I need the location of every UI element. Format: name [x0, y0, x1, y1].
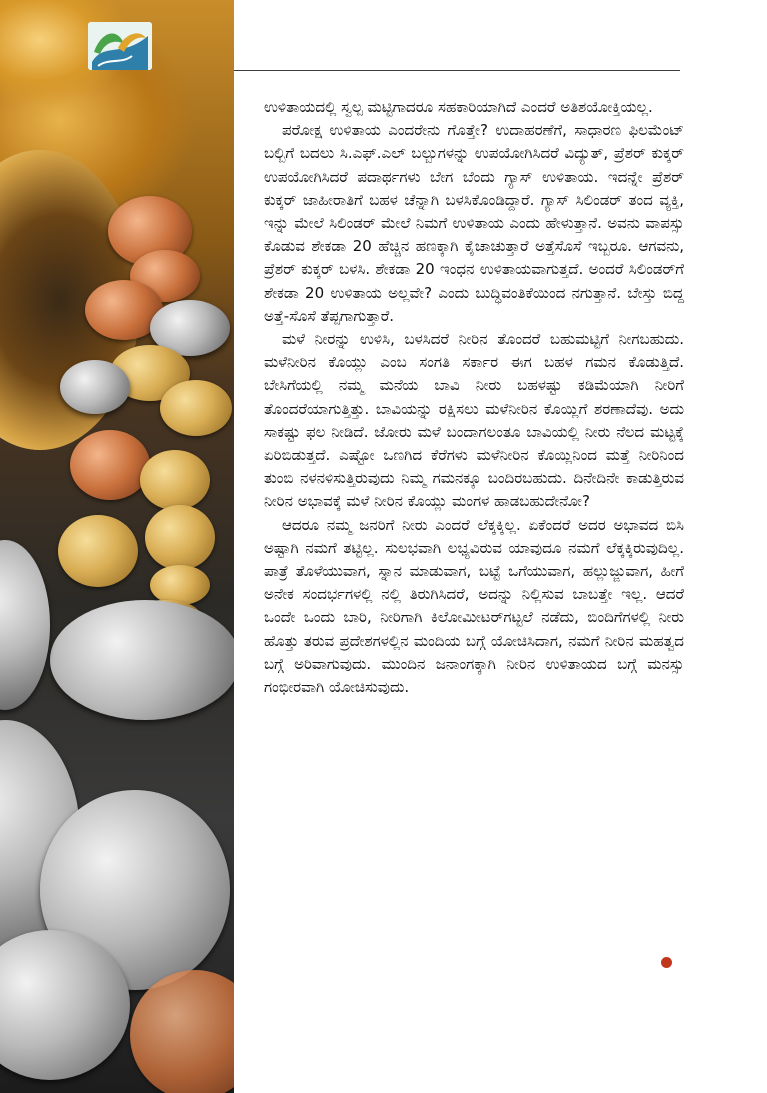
article-paragraph: ಆದರೂ ನಮ್ಮ ಜನರಿಗೆ ನೀರು ಎಂದರೆ ಲೆಕ್ಕಕ್ಕಿಲ್ಲ. ಏಕೆಂದರೆ ಅದರ ಅಭಾವದ ಬಿಸಿ ಅಷ್ಟಾಗಿ ನಮಗೆ ತಟ್ಟಿಲ್ಲ. ಸುಲಭವಾಗಿ ಲಭ್ಯವಿರುವ ಯಾವುದೂ ನಮಗೆ ಲೆಕ್ಕಕ್ಕಿರುವುದಿಲ್ಲ. ಪಾತ್ರೆ ತೊಳೆಯುವಾಗ, ಸ್ನಾನ ಮಾಡುವಾಗ, ಬಟ್ಟೆ ಒಗೆಯುವಾಗ, ಹಲ್ಲುಜ್ಜುವಾಗ, ಹೀಗೆ ಅನೇಕ ಸಂದರ್ಭಗಳಲ್ಲಿ ನಲ್ಲಿ ತಿರುಗಿಸಿದರೆ, ಅದನ್ನು ನಿಲ್ಲಿಸುವ ಬಾಬತ್ತೇ ಇಲ್ಲ. ಆದರೆ ಒಂದೇ ಒಂದು ಬಾರಿ, ನೀರಿಗಾಗಿ ಕಿಲೋಮೀಟರ್‌ಗಟ್ಟಲೆ ನಡೆದು, ಬಿಂದಿಗೆಗಳಲ್ಲಿ ನೀರು ಹೊತ್ತು ತರುವ ಪ್ರದೇಶಗಳಲ್ಲಿನ ಮಂದಿಯ ಬಗ್ಗೆ ಯೋಚಿಸಿದಾಗ, ನಮಗೆ ನೀರಿನ ಮಹತ್ವದ ಬಗ್ಗೆ ಅರಿವಾಗುವುದು. ಮುಂದಿನ ಜನಾಂಗಕ್ಕಾಗಿ ನೀರಿನ ಉಳಿತಾಯದ ಬಗ್ಗೆ ಮನಸ್ಸು ಗಂಭೀರವಾಗಿ ಯೋಚಿಸುವುದು.: [264, 515, 684, 697]
article-paragraph: ಮಳೆ ನೀರನ್ನು ಉಳಿಸಿ, ಬಳಸಿದರೆ ನೀರಿನ ತೊಂದರೆ ಬಹುಮಟ್ಟಿಗೆ ನೀಗಬಹುದು. ಮಳೆನೀರಿನ ಕೊಯ್ಲು ಎಂಬ ಸಂಗತಿ ಸರ್ಕಾರ ಈಗ ಬಹಳ ಗಮನ ಕೊಡುತ್ತಿದೆ. ಬೇಸಿಗೆಯಲ್ಲಿ ನಮ್ಮ ಮನೆಯ ಬಾವಿ ನೀರು ಬಹಳಷ್ಟು ಕಡಿಮೆಯಾಗಿ ನೀರಿಗೆ ತೊಂದರೆಯಾಗುತ್ತಿತ್ತು. ಬಾವಿಯನ್ನು ರಕ್ಷಿಸಲು ಮಳೆನೀರಿನ ಕೊಯ್ಲಿಗೆ ಶರಣಾದೆವು. ಅದು ಸಾಕಷ್ಟು ಫಲ ನೀಡಿದೆ. ಜೋರು ಮಳೆ ಬಂದಾಗಲಂತೂ ಬಾವಿಯಲ್ಲಿ ನೀರು ನೆಲದ ಮಟ್ಟಕ್ಕೆ ಏರಿಬಿಡುತ್ತದೆ. ಎಷ್ಟೋ ಒಣಗಿದ ಕೆರೆಗಳು ಮಳೆನೀರಿನ ಕೊಯ್ಲಿನಿಂದ ಮತ್ತೆ ನೀರಿನಿಂದ ತುಂಬಿ ನಳನಳಿಸುತ್ತಿರುವುದು ನಿಮ್ಮ ಗಮನಕ್ಕೂ ಬಂದಿರಬಹುದು. ದಿನೇದಿನೇ ಕಾಡುತ್ತಿರುವ ನೀರಿನ ಅಭಾವಕ್ಕೆ ಮಳೆ ನೀರಿನ ಕೊಯ್ಲು ಮಂಗಳ ಹಾಡಬಹುದೇನೋ?: [264, 330, 684, 511]
coin: [58, 515, 138, 587]
article-body: [264, 96, 684, 699]
article-paragraph: ಉಳಿತಾಯದಲ್ಲಿ ಸ್ವಲ್ಪ ಮಟ್ಟಿಗಾದರೂ ಸಹಕಾರಿಯಾಗಿದೆ ಎಂದರೆ ಅತಿಶಯೋಕ್ತಿಯಲ್ಲ.: [264, 98, 653, 116]
end-of-article-dot: [661, 957, 672, 968]
article-paragraph: ಪರೋಕ್ಷ ಉಳಿತಾಯ ಎಂದರೇನು ಗೊತ್ತೇ? ಉದಾಹರಣೆಗೆ, ಸಾಧಾರಣ ಫಿಲಮೆಂಟ್ ಬಲ್ಬಿಗೆ ಬದಲು ಸಿ.ಎಫ್.ಎಲ್ ಬಲ್ಬುಗಳನ್ನು ಉಪಯೋಗಿಸಿದರೆ ವಿದ್ಯುತ್, ಪ್ರೆಶರ್ ಕುಕ್ಕರ್ ಉಪಯೋಗಿಸಿದರೆ ಪದಾರ್ಥಗಳು ಬೇಗ ಬೆಂದು ಗ್ಯಾಸ್ ಉಳಿತಾಯ. ಇದನ್ನೇ ಪ್ರೆಶರ್ ಕುಕ್ಕರ್ ಜಾಹೀರಾತಿಗೆ ಬಹಳ ಚೆನ್ನಾಗಿ ಬಳಸಿಕೊಂಡಿದ್ದಾರೆ. ಗ್ಯಾಸ್ ಸಿಲಿಂಡರ್ ತಂದ ವ್ಯಕ್ತಿ, ಇನ್ನು ಮೇಲೆ ಸಿಲಿಂಡರ್ ಮೇಲೆ ನಿಮಗೆ ಉಳಿತಾಯ ಎಂದು ಹೇಳುತ್ತಾನೆ. ಅವನು ವಾಪಸ್ಸು ಕೊಡುವ ಶೇಕಡಾ 20 ಹೆಚ್ಚಿನ ಹಣಕ್ಕಾಗಿ ಕೈಚಾಚುತ್ತಾರೆ ಅತ್ತೆಸೊಸೆ ಇಬ್ಬರೂ. ಆಗವನು, ಪ್ರೆಶರ್ ಕುಕ್ಕರ್ ಬಳಸಿ. ಶೇಕಡಾ 20 ಇಂಧನ ಉಳಿತಾಯವಾಗುತ್ತದೆ. ಅಂದರೆ ಸಿಲಿಂಡರ್‌ಗೆ ಶೇಕಡಾ 20 ಉಳಿತಾಯ ಅಲ್ಲವೇ? ಎಂದು ಬುದ್ಧಿವಂತಿಕೆಯಿಂದ ನಗುತ್ತಾನೆ. ಬೇಸ್ತು ಬಿದ್ದ ಅತ್ತೆ-ಸೊಸೆ ತೆಪ್ಪಗಾಗುತ್ತಾರೆ.: [264, 121, 684, 325]
coin: [160, 380, 232, 436]
header-rule: [234, 70, 680, 71]
coin: [145, 505, 215, 570]
coin: [50, 600, 234, 720]
coins-photo: [0, 0, 234, 1093]
water-drop-leaf-logo: [88, 22, 152, 70]
coin: [60, 360, 130, 414]
coin: [0, 540, 50, 710]
logo-icon: [88, 22, 152, 70]
coin: [150, 565, 210, 605]
coin: [140, 450, 210, 510]
coin: [70, 430, 150, 500]
